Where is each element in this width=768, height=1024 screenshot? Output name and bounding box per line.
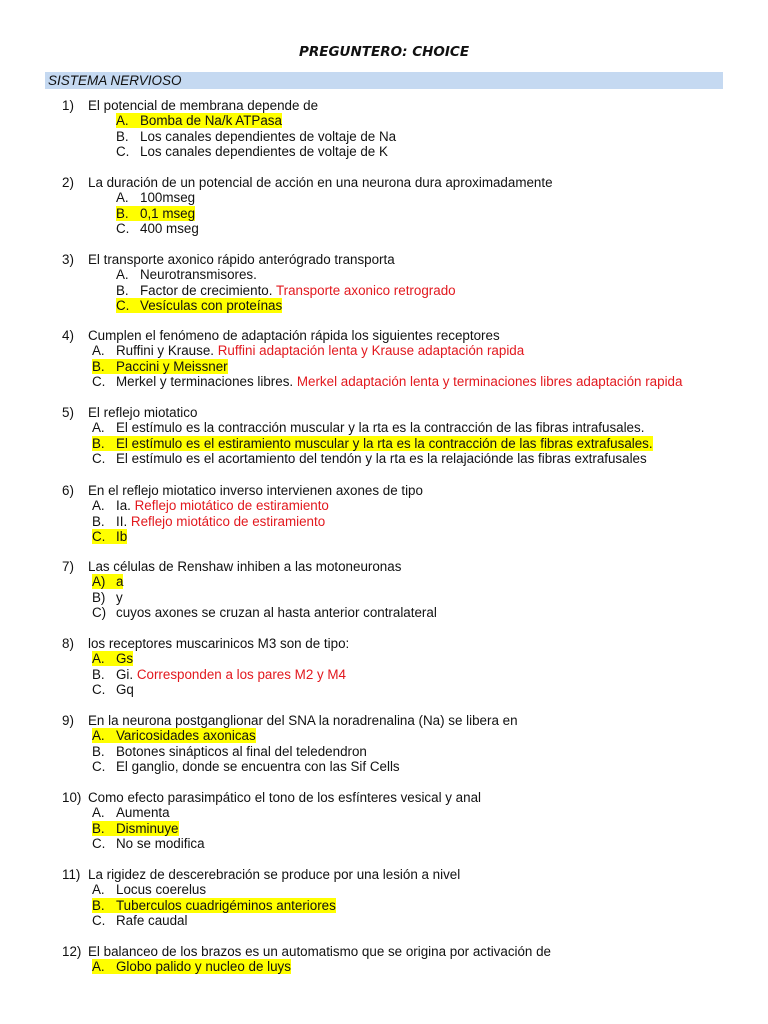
question-text: La duración de un potencial de acción en una neurona dura aproximadamente [88, 175, 553, 190]
option-letter: C. [92, 451, 106, 467]
answer-option [116, 190, 195, 205]
option-text: Vesículas con proteínas [140, 298, 283, 314]
option-text: Los canales dependientes de voltaje de K [140, 144, 388, 160]
option-text: 100mseg [140, 190, 196, 206]
option-letter: B. [116, 205, 129, 221]
option-letter: A. [92, 959, 105, 975]
option-letter: B. [92, 435, 105, 451]
answer-option [92, 451, 647, 466]
option-text: Botones sinápticos al final del teledendron [116, 743, 367, 759]
answer-option [92, 805, 170, 820]
option-letter: C. [92, 529, 106, 545]
option-text: y [116, 589, 123, 605]
question-stem [62, 328, 500, 343]
answer-option [92, 682, 134, 697]
answer-note: Transporte axonico retrogrado [275, 282, 456, 298]
option-body [92, 590, 123, 605]
answer-option [92, 498, 329, 513]
question-text: Las células de Renshaw inhiben a las motoneuronas [88, 559, 402, 574]
option-text: Ia. [116, 498, 131, 514]
question-stem [62, 559, 401, 574]
option-letter: A. [92, 882, 105, 898]
answer-option [92, 514, 325, 529]
correct-answer-highlight [92, 436, 653, 451]
answer-option [92, 759, 400, 774]
answer-note: Reflejo miotático de estiramiento [134, 498, 329, 514]
option-letter: B. [92, 743, 105, 759]
question-text: El reflejo miotatico [88, 405, 198, 420]
answer-option [116, 221, 199, 236]
question-number: 11) [62, 867, 81, 882]
answer-option [92, 728, 256, 743]
correct-answer-highlight [116, 206, 195, 221]
option-body [92, 759, 400, 774]
answer-option [116, 144, 388, 159]
option-body [116, 190, 195, 205]
option-body [92, 605, 437, 620]
option-body [116, 283, 272, 298]
option-body [116, 267, 257, 282]
option-letter: C. [116, 144, 130, 160]
option-letter: A. [116, 190, 129, 206]
question-stem [62, 636, 349, 651]
question-text: El balanceo de los brazos es un automatismo que se origina por activación de [88, 944, 551, 959]
option-body [116, 144, 388, 159]
answer-note: Reflejo miotático de estiramiento [130, 513, 326, 529]
option-letter: C. [92, 836, 106, 852]
option-body [92, 667, 133, 682]
option-letter: A. [92, 728, 105, 744]
answer-option [116, 283, 456, 298]
answer-option [92, 605, 437, 620]
answer-option [116, 206, 195, 221]
answer-note: Merkel adaptación lenta y terminaciones libres adaptación rapida [296, 374, 683, 390]
question-text: En la neurona postganglionar del SNA la noradrenalina (Na) se libera en [88, 713, 518, 728]
question-stem [62, 405, 197, 420]
question-number: 8) [62, 636, 74, 651]
question-number: 10) [62, 790, 82, 805]
answer-option [92, 529, 127, 544]
option-letter: C. [116, 298, 130, 314]
option-letter: C. [116, 221, 130, 237]
answer-option [92, 667, 346, 682]
option-letter: B. [92, 897, 105, 913]
question-number: 5) [62, 405, 74, 420]
correct-answer-highlight [92, 898, 336, 913]
answer-option [92, 821, 179, 836]
option-body [92, 498, 131, 513]
option-letter: A. [92, 805, 105, 821]
option-letter: B. [116, 128, 129, 144]
option-body [92, 744, 367, 759]
section-title: SISTEMA NERVIOSO [48, 73, 182, 88]
option-text: El ganglio, donde se encuentra con las Sif Cells [116, 759, 400, 775]
option-text: Gq [116, 682, 134, 698]
question-stem [62, 944, 551, 959]
question-text: los receptores muscarinicos M3 son de tipo: [88, 636, 350, 651]
question-number: 12) [62, 944, 82, 959]
question-text: El potencial de membrana depende de [88, 98, 319, 113]
answer-option [92, 959, 291, 974]
answer-option [92, 913, 187, 928]
option-text: El estímulo es el estiramiento muscular y la rta es la contracción de las fibras extrafusales. [116, 435, 653, 451]
option-text: 400 mseg [140, 221, 199, 237]
option-letter: A. [92, 651, 105, 667]
answer-option [92, 574, 123, 589]
answer-note: Ruffini adaptación lenta y Krause adaptación rapida [217, 343, 525, 359]
option-text: Disminuye [116, 820, 179, 836]
question-stem [62, 867, 460, 882]
option-text: No se modifica [116, 836, 205, 852]
question-stem [62, 713, 518, 728]
option-text: II. [116, 513, 128, 529]
answer-option [92, 898, 336, 913]
option-text: Gs [116, 651, 134, 667]
answer-option [116, 298, 282, 313]
option-text: Factor de crecimiento. [140, 282, 273, 298]
option-letter: A. [116, 267, 129, 283]
option-text: Varicosidades axonicas [116, 728, 256, 744]
correct-answer-highlight [116, 298, 282, 313]
option-letter: A. [116, 113, 129, 129]
question-stem [62, 252, 395, 267]
question-stem [62, 98, 318, 113]
answer-option [116, 113, 282, 128]
option-letter: C. [92, 759, 106, 775]
correct-answer-highlight [92, 574, 123, 589]
option-body [92, 913, 187, 928]
option-letter: B) [92, 589, 106, 605]
correct-answer-highlight [92, 529, 127, 544]
question-number: 2) [62, 175, 74, 190]
option-letter: A. [92, 498, 105, 514]
option-text: Locus coerelus [116, 882, 207, 898]
correct-answer-highlight [92, 651, 133, 666]
question-number: 7) [62, 559, 74, 574]
question-number: 4) [62, 328, 74, 343]
option-body [92, 882, 206, 897]
option-body [92, 343, 214, 358]
correct-answer-highlight [92, 821, 179, 836]
option-letter: B. [92, 666, 105, 682]
correct-answer-highlight [116, 113, 282, 128]
answer-option [92, 590, 123, 605]
option-text: 0,1 mseg [140, 205, 196, 221]
option-text: Aumenta [116, 805, 170, 821]
option-text: a [116, 574, 124, 590]
option-text: Los canales dependientes de voltaje de Na [140, 128, 397, 144]
answer-option [92, 374, 682, 389]
option-text: Neurotransmisores. [140, 267, 257, 283]
option-letter: C) [92, 605, 107, 621]
correct-answer-highlight [92, 959, 291, 974]
answer-option [92, 420, 644, 435]
option-body [92, 805, 170, 820]
option-letter: B. [92, 820, 105, 836]
question-text: En el reflejo miotatico inverso intervienen axones de tipo [88, 483, 423, 498]
question-text: Cumplen el fenómeno de adaptación rápida los siguientes receptores [88, 328, 500, 343]
option-letter: C. [92, 913, 106, 929]
option-text: Paccini y Meissner [116, 358, 228, 374]
option-text: Rafe caudal [116, 913, 188, 929]
option-letter: A) [92, 574, 106, 590]
option-text: Globo palido y nucleo de luys [116, 959, 291, 975]
option-text: Tuberculos cuadrigéminos anteriores [116, 897, 336, 913]
option-text: Ruffini y Krause. [116, 343, 214, 359]
option-text: Gi. [116, 666, 134, 682]
option-letter: A. [92, 343, 105, 359]
option-body [116, 129, 396, 144]
question-number: 1) [62, 98, 74, 113]
answer-option [92, 836, 205, 851]
question-stem [62, 483, 423, 498]
page-title: PREGUNTERO: CHOICE [298, 44, 470, 60]
option-text: cuyos axones se cruzan al hasta anterior contralateral [116, 605, 437, 621]
answer-option [92, 744, 367, 759]
option-letter: B. [116, 282, 129, 298]
option-text: Bomba de Na/k ATPasa [140, 113, 282, 129]
option-text: Merkel y terminaciones libres. [116, 374, 294, 390]
option-letter: C. [92, 374, 106, 390]
question-text: El transporte axonico rápido anterógrado transporta [88, 252, 395, 267]
option-letter: B. [92, 513, 105, 529]
question-number: 6) [62, 483, 74, 498]
correct-answer-highlight [92, 359, 228, 374]
answer-note: Corresponden a los pares M2 y M4 [136, 666, 347, 682]
question-number: 9) [62, 713, 74, 728]
option-letter: B. [92, 358, 105, 374]
answer-option [116, 267, 257, 282]
answer-option [116, 129, 396, 144]
question-number: 3) [62, 252, 74, 267]
option-body [116, 221, 199, 236]
question-text: La rigidez de descerebración se produce por una lesión a nivel [88, 867, 461, 882]
option-body [92, 420, 644, 435]
option-body [92, 514, 127, 529]
answer-option [92, 651, 133, 666]
option-text: Ib [116, 529, 128, 545]
answer-option [92, 882, 206, 897]
section-header [45, 72, 723, 89]
option-letter: A. [92, 420, 105, 436]
option-body [92, 374, 293, 389]
answer-option [92, 343, 524, 358]
option-body [92, 451, 647, 466]
option-body [92, 682, 134, 697]
answer-option [92, 436, 653, 451]
question-stem [62, 175, 553, 190]
correct-answer-highlight [92, 728, 256, 743]
question-text: Como efecto parasimpático el tono de los esfínteres vesical y anal [88, 790, 481, 805]
option-text: El estímulo es la contracción muscular y la rta es la contracción de las fibras intrafusales. [116, 420, 645, 436]
question-stem [62, 790, 481, 805]
option-body [92, 836, 205, 851]
answer-option [92, 359, 228, 374]
option-text: El estímulo es el acortamiento del tendón y la rta es la relajaciónde las fibras extrafusales [116, 451, 647, 467]
option-letter: C. [92, 682, 106, 698]
